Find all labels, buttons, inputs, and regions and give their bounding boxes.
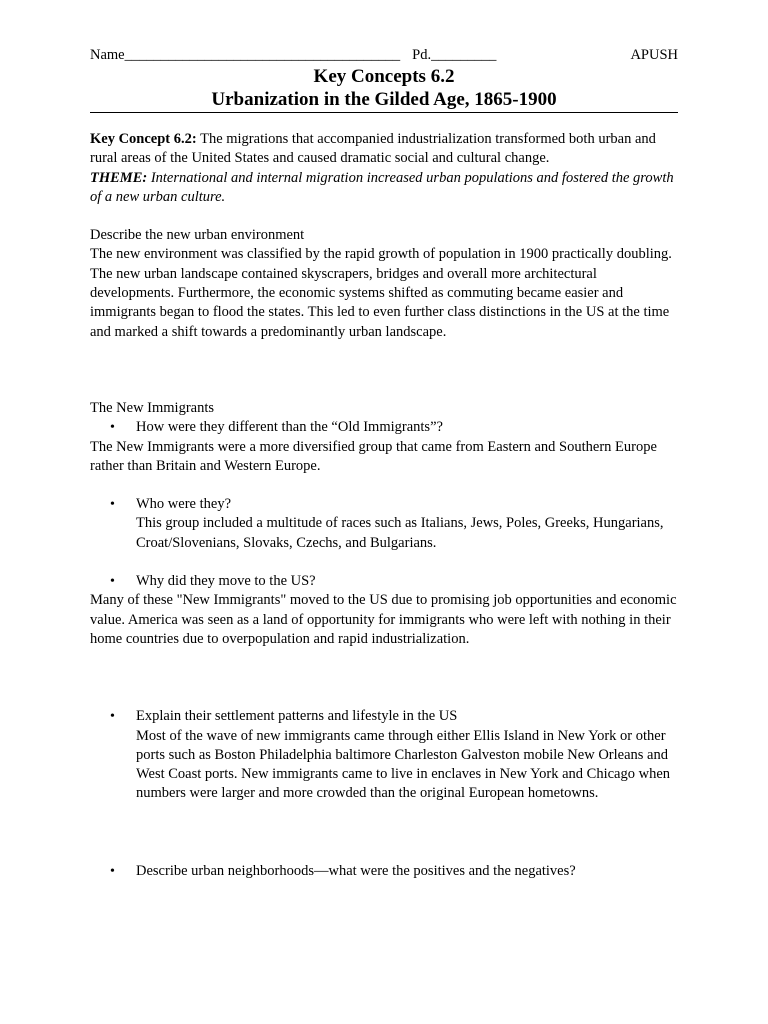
title-line-1: Key Concepts 6.2 [313,66,455,87]
question-5 [90,862,678,881]
header-row [90,46,678,65]
question-1 [90,418,678,437]
question-5-text: Describe urban neighborhoods—what were the positives and the negatives? [136,862,576,879]
new-immigrants-section [90,399,678,881]
key-concept-text: The migrations that accompanied industrialization transformed both urban and rural areas of the United States and caused dramatic social and cultural change. [90,131,656,167]
bullet-icon: • [110,863,115,879]
theme-label: THEME: [90,169,148,186]
question-2 [90,495,678,553]
key-concept-block [90,130,678,207]
bullet-icon: • [110,497,115,513]
page-title [90,65,678,113]
bullet-icon: • [110,420,115,436]
urban-answer[interactable]: The new environment was classified by the rapid growth of population in 1900 practically doubling. The new urban landscape contained skyscrapers, bridges and overall more architectural developments. Furthermore, the economic systems shifted as commuting became easier and immigrants began to flood the states. This led to even further class distinctions in the US at the time and marked a shift towards a predominantly urban landscape. [90,246,672,340]
question-2-text: Who were they? [136,496,232,513]
immigrants-heading: The New Immigrants [90,399,215,416]
period-field[interactable]: Pd._________ [412,47,497,63]
key-concept-paragraph [90,130,678,169]
bullet-icon: • [110,709,115,725]
title-line-2: Urbanization in the Gilded Age, 1865-1900 [211,89,557,110]
bullet-icon: • [110,574,115,590]
urban-environment-section [90,226,678,342]
answer-1[interactable]: The New Immigrants were a more diversified group that came from Eastern and Southern Europe rather than Britain and Western Europe. [90,438,657,474]
answer-2[interactable]: This group included a multitude of races such as Italians, Jews, Poles, Greeks, Hungarians, Croat/Slovenians, Slovaks, Czechs, and Bulgarians. [136,515,664,551]
answer-3[interactable]: Many of these "New Immigrants" moved to the US due to promising job opportunities and economic value. America was seen as a land of opportunity for immigrants who were left with nothing in their home countries due to overpopulation and rapid industrialization. [90,592,677,647]
urban-question: Describe the new urban environment [90,227,305,244]
key-concept-label: Key Concept 6.2: [90,131,197,147]
theme-text: International and internal migration increased urban populations and fostered the growth of a new urban culture. [90,169,674,205]
course-label: APUSH [630,47,678,63]
name-field[interactable]: Name______________________________________ [90,47,401,63]
theme-paragraph [90,169,678,208]
question-4-text: Explain their settlement patterns and lifestyle in the US [136,708,458,725]
question-3 [90,572,678,591]
question-4 [90,707,678,803]
question-1-text: How were they different than the “Old Immigrants”? [136,419,443,436]
question-3-text: Why did they move to the US? [136,573,316,590]
answer-4[interactable]: Most of the wave of new immigrants came through either Ellis Island in New York or other ports such as Boston Philadelphia baltimore Charleston Galveston mobile New Orleans and West Coast ports. New immigrants came to live in enclaves in New York and Chicago when numbers were larger and more crowded than the original European hometowns. [136,727,671,802]
worksheet-page [90,46,678,881]
